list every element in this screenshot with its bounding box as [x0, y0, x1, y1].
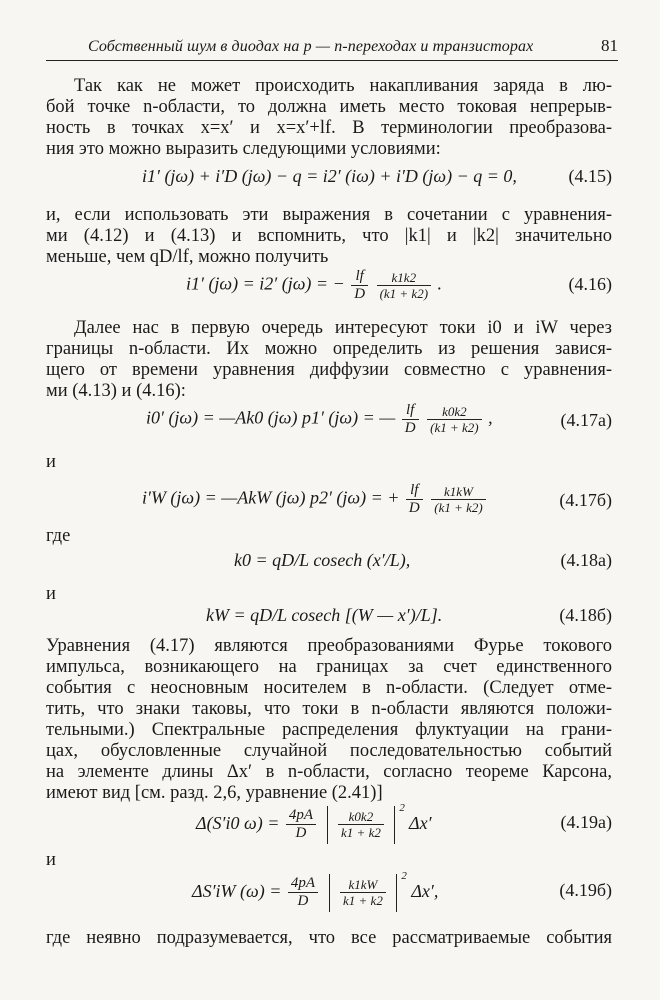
fraction-numerator: lf — [351, 268, 368, 286]
text-line: Так как не может происходить накапливания заряда в лю- — [74, 76, 612, 96]
equation-tail: Δx′, — [411, 881, 439, 901]
fraction-denominator: (k1 + k2) — [434, 500, 483, 515]
fraction — [288, 875, 318, 910]
fraction-numerator: k1kW — [340, 877, 386, 893]
fraction-denominator: (k1 + k2) — [379, 286, 429, 301]
fraction-denominator: D — [354, 286, 366, 302]
equation-formula — [186, 268, 442, 303]
fraction-numerator: k0k2 — [338, 809, 384, 825]
equation-4-19a — [46, 800, 612, 848]
text-line: имеют вид [см. разд. 2,6, уравнение (2.41)] — [46, 783, 383, 803]
equation-number: (4.18б) — [559, 605, 612, 625]
equation-formula: k0 = qD/L cosech (x′/L), — [234, 550, 411, 570]
equation-formula: i1′ (jω) + i′D (jω) − q = i2′ (iω) + i′D (jω) − q = 0, — [142, 166, 517, 186]
paragraph-4 — [46, 636, 612, 804]
paragraph-1 — [46, 76, 612, 160]
fraction-denominator: k1 + k2 — [341, 825, 381, 841]
fraction — [402, 402, 419, 437]
text-line: цах, обусловленные случайной последовательностью событий — [46, 741, 612, 761]
fraction — [431, 484, 485, 515]
equation-formula — [146, 402, 493, 437]
text-line: ми (4.13) и (4.16): — [46, 381, 186, 401]
equation-formula — [196, 802, 432, 844]
abs-bar-right — [394, 806, 395, 844]
fraction — [340, 877, 386, 908]
equation-number: (4.15) — [568, 166, 612, 186]
connector-word: и — [46, 584, 56, 604]
equation-number: (4.17a) — [560, 410, 612, 430]
abs-bar-right — [396, 874, 397, 912]
connector-word: и — [46, 850, 56, 870]
equation-lhs: i′W (jω) = —AkW (jω) p2′ (jω) = + — [142, 487, 400, 508]
equation-tail: Δx′ — [409, 813, 432, 833]
text-line: и, если использовать эти выражения в сочетании с уравнения- — [46, 205, 612, 225]
text-line: тить, что знаки таковы, что токи в n-области являются положи- — [46, 699, 612, 719]
connector-word: где — [46, 526, 71, 546]
equation-lhs: i1′ (jω) = i2′ (jω) = − — [186, 273, 345, 294]
text-line: импульса, возникающего на границах за счет единственного — [46, 657, 612, 677]
equation-4-18b — [46, 605, 612, 631]
fraction — [377, 270, 431, 301]
text-line: меньше, чем qD/lf, можно получить — [46, 247, 329, 267]
fraction-denominator: D — [404, 420, 416, 436]
equation-tail: . — [437, 273, 443, 294]
fraction — [427, 404, 481, 435]
paragraph-2 — [46, 205, 612, 268]
equation-4-16 — [46, 264, 612, 312]
equation-number: (4.19a) — [560, 812, 612, 832]
equation-lhs: i0′ (jω) = —Ak0 (jω) p1′ (jω) = — — [146, 407, 396, 428]
fraction-numerator: 4pA — [288, 875, 318, 893]
equation-4-17a — [46, 398, 612, 446]
fraction-numerator: lf — [406, 482, 423, 500]
equation-number: (4.17б) — [559, 490, 612, 510]
fraction-denominator: D — [295, 825, 307, 842]
equation-lhs: Δ(S′i0 ω) = — [196, 813, 280, 833]
running-header-title: Собственный шум в диодах на p — n-переходах и транзисторах — [88, 38, 534, 55]
text-line: события с неосновным носителем в n-области. (Следует отме- — [46, 678, 612, 698]
text-line: тельными.) Спектральные распределения флуктуации на грани- — [46, 720, 612, 740]
text-line: Далее нас в первую очередь интересуют токи i0 и iW через — [74, 318, 612, 338]
fraction — [286, 807, 316, 842]
equation-number: (4.19б) — [559, 880, 612, 900]
fraction-numerator: lf — [402, 402, 419, 420]
equation-number: (4.16) — [568, 274, 612, 294]
text-line: на элементе длины Δx′ в n-области, согласно теореме Карсона, — [46, 762, 612, 782]
abs-bar-left — [329, 874, 330, 912]
fraction-denominator: D — [408, 500, 420, 516]
equation-4-17b — [46, 478, 612, 526]
fraction — [338, 809, 384, 840]
running-header — [46, 34, 618, 61]
exponent: 2 — [401, 870, 407, 882]
text-line: где неявно подразумевается, что все рассматриваемые события — [46, 928, 612, 948]
fraction-numerator: 4pA — [286, 807, 316, 825]
text-line: границы n-области. Их можно определить из решения завися- — [46, 339, 612, 359]
equation-number: (4.18a) — [560, 550, 612, 570]
paragraph-5 — [46, 928, 612, 949]
page-number: 81 — [601, 36, 618, 55]
equation-4-19b — [46, 868, 612, 916]
fraction-denominator: (k1 + k2) — [430, 420, 479, 435]
fraction-denominator: D — [297, 893, 309, 910]
text-line: ния это можно выразить следующими условиями: — [46, 139, 441, 159]
fraction-denominator: k1 + k2 — [343, 893, 383, 909]
equation-tail: , — [488, 407, 493, 428]
equation-4-18a — [46, 550, 612, 576]
fraction — [406, 482, 423, 517]
text-line: бой точке n-области, то должна иметь место токовая непрерыв- — [46, 97, 612, 117]
connector-word: и — [46, 452, 56, 472]
equation-lhs: ΔS′iW (ω) = — [192, 881, 282, 901]
equation-formula — [142, 482, 488, 517]
paragraph-3 — [46, 318, 612, 402]
fraction-numerator: k1k2 — [377, 270, 431, 286]
text-line: Уравнения (4.17) являются преобразованиями Фурье токового — [46, 636, 612, 656]
fraction-numerator: k0k2 — [427, 404, 481, 420]
fraction-numerator: k1kW — [431, 484, 485, 500]
text-line: ми (4.12) и (4.13) и вспомнить, что |k1| и |k2| значительно — [46, 226, 612, 246]
fraction — [351, 268, 368, 303]
text-line: ность в точках x=x′ и x=x′+lf. В терминологии преобразова- — [46, 118, 612, 138]
equation-formula: kW = qD/L cosech [(W — x′)/L]. — [206, 605, 443, 625]
abs-bar-left — [327, 806, 328, 844]
text-line: щего от времени уравнения диффузии совместно с уравнения- — [46, 360, 612, 380]
equation-formula — [192, 870, 438, 912]
exponent: 2 — [399, 802, 405, 814]
